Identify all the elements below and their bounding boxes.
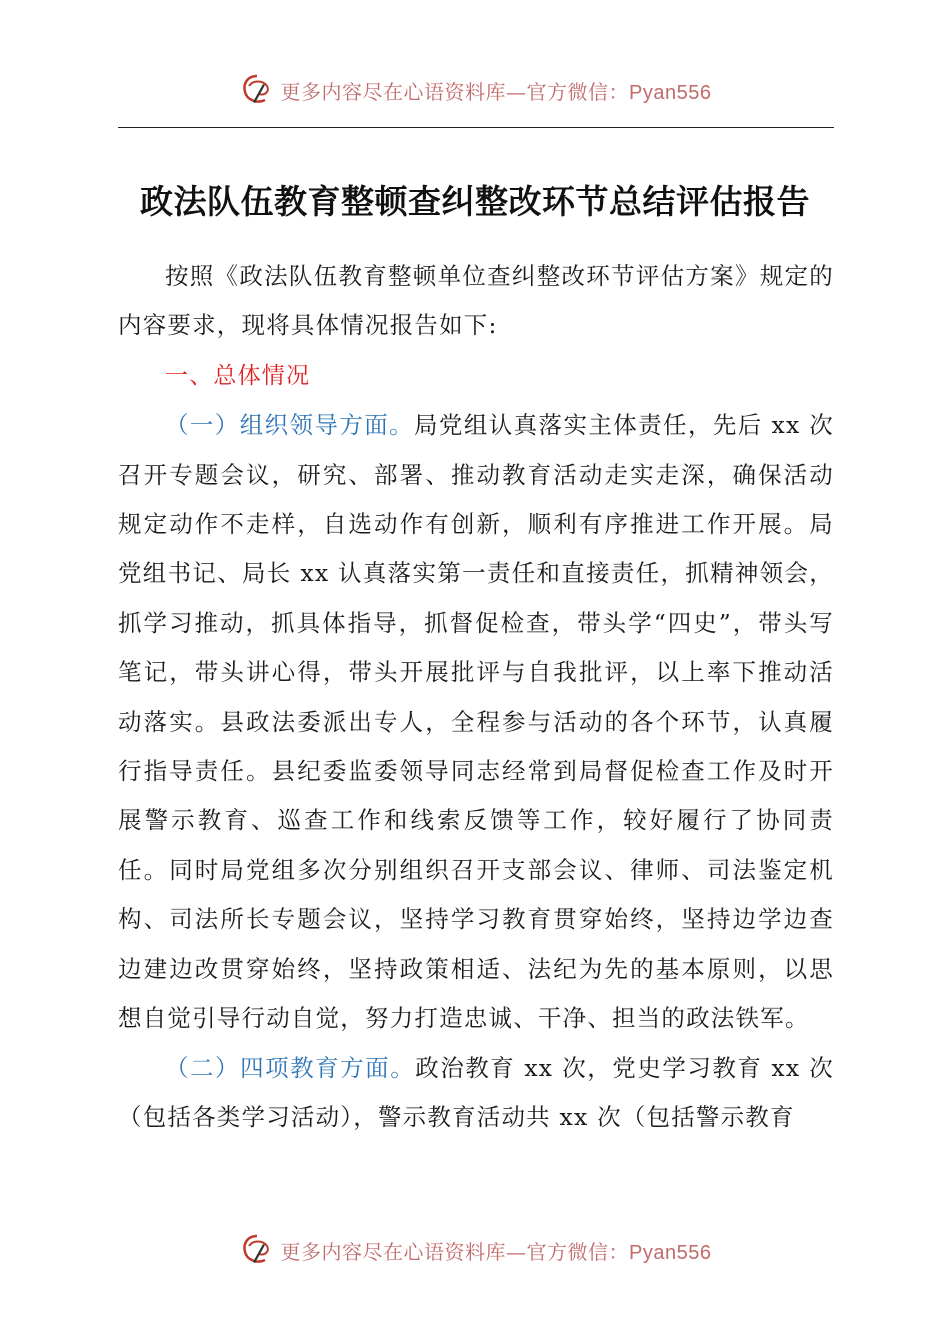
- sub2-text: 政治教育 xx 次，党史学习教育 xx 次（包括各类学习活动），警示教育活动共 xx 次（包括警示教育: [118, 1053, 834, 1131]
- document-body: [118, 252, 834, 1142]
- watermark-header: [0, 72, 950, 108]
- section1-heading: 一、总体情况: [165, 362, 311, 389]
- sub2-heading: （二）四项教育方面。: [165, 1053, 416, 1082]
- pen-swirl-logo-icon: [239, 1232, 275, 1268]
- paragraph-organization: [118, 401, 834, 1043]
- sub1-text: 局党组认真落实主体责任，先后 xx 次召开专题会议，研究、部署、推动教育活动走实走深，确保活动规定动作不走样，自选动作有创新，顺利有序推进工作开展。局党组书记、局长 xx 认真落实第一责任和直接责任，抓精神领会，抓学习推动，抓具体指导，抓督促检查，带头学“四史”，带头写笔记，带头讲心得，带头开展批评与自我批评，以上率下推动活动落实。县政法委派出专人，全程参与活动的各个环节，认真履行指导责任。县纪委监委领导同志经常到局督促检查工作及时开展警示教育、巡查工作和线索反馈等工作，较好履行了协同责任。同时局党组多次分别组织召开支部会议、律师、司法鉴定机构、司法所长专题会议，坚持学习教育贯穿始终，坚持边学边查边建边改贯穿始终，坚持政策相适、法纪为先的基本原则，以思想自觉引导行动自觉，努力打造忠诚、干净、担当的政法铁军。: [118, 411, 835, 1033]
- watermark-text: [281, 76, 712, 105]
- watermark-label: 更多内容尽在心语资料库—官方微信：: [280, 79, 630, 104]
- sub1-heading: （一）组织领导方面。: [165, 411, 415, 440]
- section-heading: [118, 351, 834, 401]
- wechat-id: Pyan556: [629, 81, 712, 104]
- pen-swirl-logo-icon: [239, 72, 275, 108]
- watermark-label: 更多内容尽在心语资料库—官方微信：: [280, 1239, 630, 1264]
- paragraph-education: [118, 1044, 834, 1143]
- intro-paragraph: 按照《政法队伍教育整顿单位查纠整改环节评估方案》规定的内容要求，现将具体情况报告如下:: [118, 262, 834, 340]
- watermark-text: [281, 1236, 712, 1265]
- document-title: 政法队伍教育整顿查纠整改环节总结评估报告: [140, 182, 810, 221]
- header-divider: [118, 127, 834, 128]
- watermark-footer: [0, 1232, 950, 1268]
- wechat-id: Pyan556: [629, 1241, 712, 1264]
